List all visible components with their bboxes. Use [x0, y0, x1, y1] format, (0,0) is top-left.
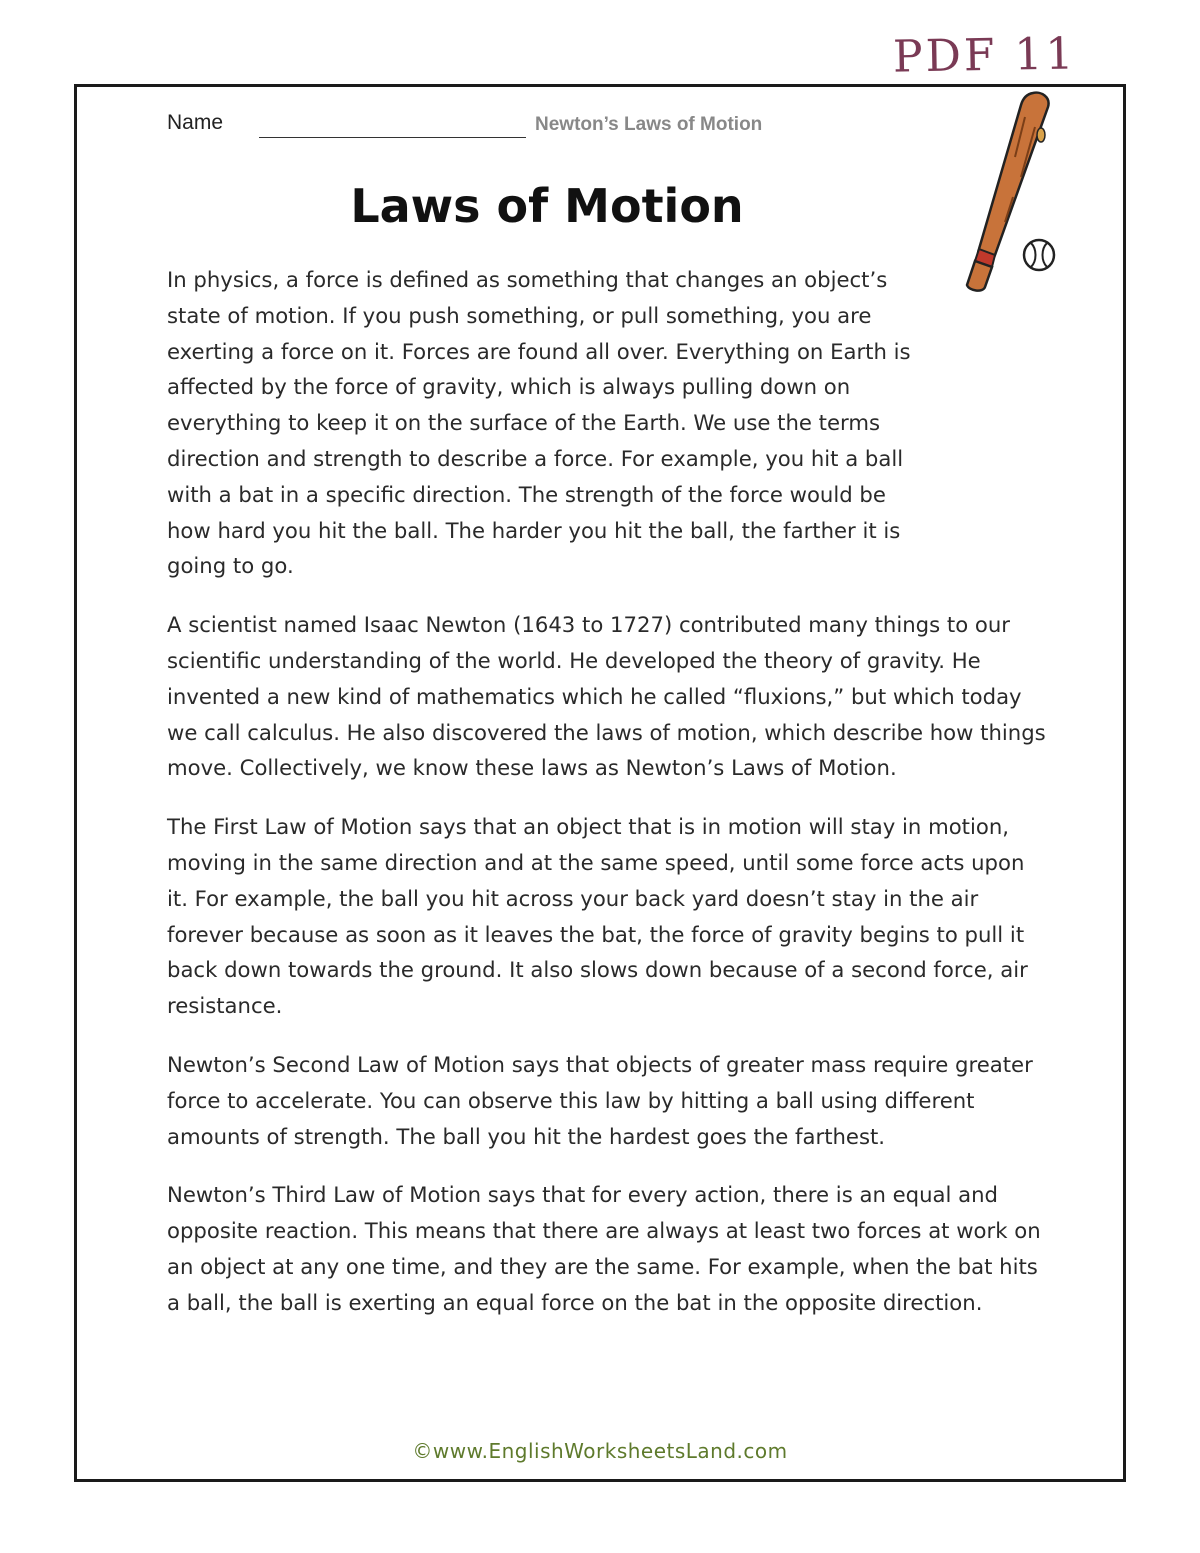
page-title: Laws of Motion [350, 179, 744, 233]
paragraph: The First Law of Motion says that an object that is in motion will stay in motion, moving in the same direction and at the same speed, until some force acts upon it. For example, the ball you hit across your back yard doesn’t stay in the air forever because as soon as it leaves the bat, the force of gravity begins to pull it back down towards the ground. It also slows down because of a second force, air resistance. [167, 814, 1028, 1019]
name-blank-line [259, 137, 526, 138]
worksheet [74, 84, 1126, 1482]
copyright-footer: ©www.EnglishWorksheetsLand.com [412, 1439, 788, 1463]
paragraph: In physics, a force is defined as something that changes an object’s state of motion. If you push something, or pull something, you are exerting a force on it. Forces are found all over. Everything on Earth is affected by the force of gravity, which is always pulling down on everything to keep it on the surface of the Earth. We use the terms direction and strength to describe a force. For example, you hit a ball with a bat in a specific direction. The strength of the force would be how hard you hit the ball. The harder you hit the ball, the farther it is going to go. [167, 267, 911, 579]
header-row [167, 111, 1067, 141]
paragraph: Newton’s Third Law of Motion says that for every action, there is an equal and opposite reaction. This means that there are always at least two forces at work on an object at any one time, and they are the same. For example, when the bat hits a ball, the ball is exerting an equal force on the bat in the opposite direction. [167, 1182, 1041, 1315]
topic-heading: Newton’s Laws of Motion [535, 114, 763, 135]
handwritten-annotation: PDF 11 [892, 28, 1077, 83]
paragraph: Newton’s Second Law of Motion says that objects of greater mass require greater force to accelerate. You can observe this law by hitting a ball using different amounts of strength. The ball you hit the hardest goes the farthest. [167, 1051, 1033, 1149]
paragraph: A scientist named Isaac Newton (1643 to 1727) contributed many things to our scientific understanding of the world. He developed the theory of gravity. He invented a new kind of mathematics which he called “fluxions,” but which today we call calculus. He also discovered the laws of motion, which describe how things move. Collectively, we know these laws as Newton’s Laws of Motion. [167, 612, 1046, 781]
name-label: Name [167, 111, 224, 134]
reading-passage [167, 262, 1047, 1344]
